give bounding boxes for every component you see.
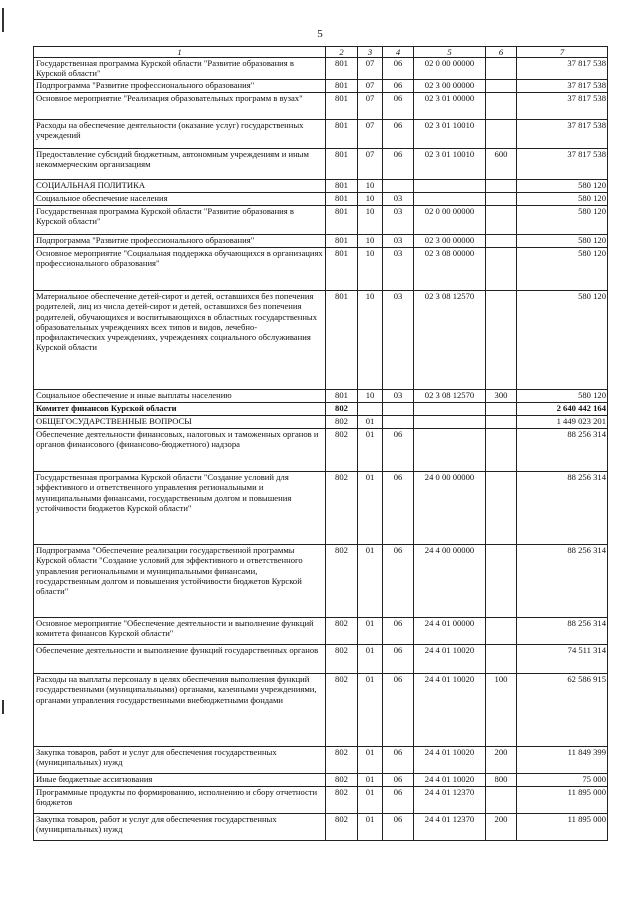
subsection-code-cell: 03 — [383, 390, 414, 403]
amount-cell: 2 640 442 164 — [517, 403, 608, 416]
item-name-cell: Государственная программа Курской области "Развитие образования в Курской области" — [34, 58, 326, 80]
expense-type-cell — [486, 80, 517, 93]
section-code-cell: 07 — [358, 93, 383, 120]
subsection-code-cell: 06 — [383, 472, 414, 545]
table-row — [34, 416, 608, 429]
target-article-cell: 24 4 01 10020 — [414, 674, 486, 747]
expense-type-cell — [486, 429, 517, 472]
item-name-cell: Подпрограмма "Развитие профессионального образования" — [34, 235, 326, 248]
table-header-row — [34, 47, 608, 58]
subsection-code-cell: 06 — [383, 80, 414, 93]
page-number: 5 — [317, 28, 323, 40]
subsection-code-cell: 06 — [383, 149, 414, 180]
item-name-cell: Расходы на обеспечение деятельности (оказание услуг) государственных учреждений — [34, 120, 326, 149]
ministry-code-cell: 801 — [326, 149, 358, 180]
column-header: 1 — [34, 47, 326, 58]
expense-type-cell — [486, 93, 517, 120]
expense-type-cell: 100 — [486, 674, 517, 747]
amount-cell: 580 120 — [517, 180, 608, 193]
ministry-code-cell: 802 — [326, 674, 358, 747]
target-article-cell — [414, 180, 486, 193]
table-row — [34, 120, 608, 149]
target-article-cell: 24 0 00 00000 — [414, 472, 486, 545]
subsection-code-cell — [383, 416, 414, 429]
amount-cell: 11 895 000 — [517, 787, 608, 814]
section-code-cell: 01 — [358, 645, 383, 674]
section-code-cell: 01 — [358, 429, 383, 472]
table-row — [34, 80, 608, 93]
item-name-cell: Иные бюджетные ассигнования — [34, 774, 326, 787]
amount-cell: 580 120 — [517, 193, 608, 206]
expense-type-cell — [486, 248, 517, 291]
target-article-cell: 02 3 08 12570 — [414, 291, 486, 390]
target-article-cell: 02 3 08 00000 — [414, 248, 486, 291]
table-row — [34, 472, 608, 545]
item-name-cell: Закупка товаров, работ и услуг для обеспечения государственных (муниципальных) нужд — [34, 814, 326, 841]
subsection-code-cell: 03 — [383, 235, 414, 248]
section-code-cell: 07 — [358, 58, 383, 80]
section-code-cell: 01 — [358, 618, 383, 645]
amount-cell: 1 449 023 201 — [517, 416, 608, 429]
item-name-cell: Социальное обеспечение населения — [34, 193, 326, 206]
item-name-cell: Материальное обеспечение детей-сирот и детей, оставшихся без попечения родителей, лиц из числа детей-сирот и детей, оставшихся без попечения родителей, обучающихся и воспитывающихся в областных государственных образовательных учреждениях всех типов и видов, лечебно-профилактических учреждениях, учреждениях социального обслуживания Курской области — [34, 291, 326, 390]
table-row — [34, 645, 608, 674]
item-name-cell: Социальное обеспечение и иные выплаты населению — [34, 390, 326, 403]
column-header: 5 — [414, 47, 486, 58]
expense-type-cell — [486, 787, 517, 814]
section-code-cell: 10 — [358, 248, 383, 291]
target-article-cell: 02 0 00 00000 — [414, 58, 486, 80]
ministry-code-cell: 802 — [326, 774, 358, 787]
target-article-cell: 02 0 00 00000 — [414, 206, 486, 235]
subsection-code-cell: 06 — [383, 814, 414, 841]
target-article-cell: 02 3 01 10010 — [414, 120, 486, 149]
item-name-cell: Основное мероприятие "Обеспечение деятельности и выполнение функций комитета финансов Курской области" — [34, 618, 326, 645]
amount-cell: 37 817 538 — [517, 58, 608, 80]
subsection-code-cell: 06 — [383, 545, 414, 618]
section-code-cell: 07 — [358, 80, 383, 93]
section-code-cell: 01 — [358, 674, 383, 747]
amount-cell: 62 586 915 — [517, 674, 608, 747]
ministry-code-cell: 802 — [326, 545, 358, 618]
item-name-cell: Подпрограмма "Развитие профессионального образования" — [34, 80, 326, 93]
section-code-cell: 01 — [358, 747, 383, 774]
ministry-code-cell: 801 — [326, 58, 358, 80]
target-article-cell: 24 4 01 00000 — [414, 618, 486, 645]
amount-cell: 88 256 314 — [517, 429, 608, 472]
item-name-cell: Государственная программа Курской области "Развитие образования в Курской области" — [34, 206, 326, 235]
expense-type-cell — [486, 206, 517, 235]
item-name-cell: Предоставление субсидий бюджетным, автономным учреждениям и иным некоммерческим организациям — [34, 149, 326, 180]
subsection-code-cell — [383, 403, 414, 416]
expense-type-cell — [486, 235, 517, 248]
target-article-cell: 24 4 01 10020 — [414, 747, 486, 774]
expense-type-cell — [486, 472, 517, 545]
section-code-cell: 01 — [358, 416, 383, 429]
table-row — [34, 180, 608, 193]
ministry-code-cell: 802 — [326, 618, 358, 645]
target-article-cell: 24 4 01 10020 — [414, 774, 486, 787]
subsection-code-cell: 06 — [383, 787, 414, 814]
expense-type-cell — [486, 403, 517, 416]
subsection-code-cell: 03 — [383, 206, 414, 235]
item-name-cell: Обеспечение деятельности и выполнение функций государственных органов — [34, 645, 326, 674]
subsection-code-cell: 06 — [383, 645, 414, 674]
expense-type-cell — [486, 58, 517, 80]
expense-type-cell: 800 — [486, 774, 517, 787]
target-article-cell: 24 4 00 00000 — [414, 545, 486, 618]
subsection-code-cell: 06 — [383, 120, 414, 149]
expense-type-cell — [486, 193, 517, 206]
subsection-code-cell: 06 — [383, 774, 414, 787]
ministry-code-cell: 801 — [326, 206, 358, 235]
table-row — [34, 403, 608, 416]
target-article-cell — [414, 429, 486, 472]
subsection-code-cell: 03 — [383, 193, 414, 206]
item-name-cell: СОЦИАЛЬНАЯ ПОЛИТИКА — [34, 180, 326, 193]
subsection-code-cell: 03 — [383, 248, 414, 291]
ministry-code-cell: 801 — [326, 390, 358, 403]
expense-type-cell: 200 — [486, 747, 517, 774]
amount-cell: 74 511 314 — [517, 645, 608, 674]
table-row — [34, 206, 608, 235]
target-article-cell — [414, 416, 486, 429]
column-header: 6 — [486, 47, 517, 58]
amount-cell: 37 817 538 — [517, 93, 608, 120]
scan-edge-mark — [2, 8, 4, 32]
table-row — [34, 618, 608, 645]
expense-type-cell — [486, 120, 517, 149]
table-row — [34, 787, 608, 814]
expense-type-cell: 600 — [486, 149, 517, 180]
expense-type-cell — [486, 416, 517, 429]
ministry-code-cell: 801 — [326, 291, 358, 390]
item-name-cell: ОБЩЕГОСУДАРСТВЕННЫЕ ВОПРОСЫ — [34, 416, 326, 429]
table-row — [34, 149, 608, 180]
section-code-cell: 01 — [358, 774, 383, 787]
subsection-code-cell: 06 — [383, 618, 414, 645]
subsection-code-cell: 06 — [383, 58, 414, 80]
target-article-cell: 24 4 01 12370 — [414, 814, 486, 841]
ministry-code-cell: 802 — [326, 645, 358, 674]
section-code-cell: 10 — [358, 390, 383, 403]
section-code-cell: 10 — [358, 206, 383, 235]
section-code-cell: 07 — [358, 120, 383, 149]
item-name-cell: Основное мероприятие "Социальная поддержка обучающихся в организациях профессионального образования" — [34, 248, 326, 291]
table-row — [34, 248, 608, 291]
target-article-cell: 02 3 00 00000 — [414, 80, 486, 93]
item-name-cell: Государственная программа Курской области "Создание условий для эффективного и ответственного управления региональными и муниципальными финансами, государственным долгом и повышения устойчивости бюджетов Курской области" — [34, 472, 326, 545]
item-name-cell: Расходы на выплаты персоналу в целях обеспечения выполнения функций государственными (муниципальными) органами, казенными учреждениями, органами управления государственными внебюджетными фондами — [34, 674, 326, 747]
ministry-code-cell: 802 — [326, 814, 358, 841]
amount-cell: 88 256 314 — [517, 472, 608, 545]
ministry-code-cell: 801 — [326, 80, 358, 93]
table-row — [34, 747, 608, 774]
ministry-code-cell: 801 — [326, 235, 358, 248]
target-article-cell: 02 3 01 00000 — [414, 93, 486, 120]
amount-cell: 37 817 538 — [517, 80, 608, 93]
subsection-code-cell: 06 — [383, 93, 414, 120]
ministry-code-cell: 802 — [326, 403, 358, 416]
amount-cell: 580 120 — [517, 206, 608, 235]
amount-cell: 580 120 — [517, 390, 608, 403]
table-row — [34, 774, 608, 787]
table-row — [34, 429, 608, 472]
table-row — [34, 814, 608, 841]
target-article-cell — [414, 403, 486, 416]
amount-cell: 88 256 314 — [517, 545, 608, 618]
item-name-cell: Комитет финансов Курской области — [34, 403, 326, 416]
section-code-cell: 07 — [358, 149, 383, 180]
ministry-code-cell: 801 — [326, 180, 358, 193]
table-row — [34, 58, 608, 80]
subsection-code-cell: 06 — [383, 747, 414, 774]
amount-cell: 75 000 — [517, 774, 608, 787]
section-code-cell — [358, 403, 383, 416]
subsection-code-cell — [383, 180, 414, 193]
amount-cell: 37 817 538 — [517, 149, 608, 180]
item-name-cell: Основное мероприятие "Реализация образовательных программ в вузах" — [34, 93, 326, 120]
target-article-cell: 24 4 01 12370 — [414, 787, 486, 814]
item-name-cell: Закупка товаров, работ и услуг для обеспечения государственных (муниципальных) нужд — [34, 747, 326, 774]
expense-type-cell — [486, 291, 517, 390]
expense-type-cell: 300 — [486, 390, 517, 403]
scan-edge-mark — [2, 700, 4, 714]
amount-cell: 580 120 — [517, 248, 608, 291]
target-article-cell: 02 3 01 10010 — [414, 149, 486, 180]
item-name-cell: Обеспечение деятельности финансовых, налоговых и таможенных органов и органов финансового (финансово-бюджетного) надзора — [34, 429, 326, 472]
section-code-cell: 01 — [358, 472, 383, 545]
amount-cell: 580 120 — [517, 291, 608, 390]
subsection-code-cell: 06 — [383, 674, 414, 747]
ministry-code-cell: 802 — [326, 787, 358, 814]
expense-type-cell — [486, 545, 517, 618]
table-row — [34, 545, 608, 618]
ministry-code-cell: 801 — [326, 120, 358, 149]
section-code-cell: 01 — [358, 814, 383, 841]
section-code-cell: 10 — [358, 291, 383, 390]
budget-table — [33, 46, 608, 841]
ministry-code-cell: 801 — [326, 193, 358, 206]
amount-cell: 11 895 000 — [517, 814, 608, 841]
item-name-cell: Программные продукты по формированию, исполнению и сбору отчетности бюджетов — [34, 787, 326, 814]
table-row — [34, 93, 608, 120]
ministry-code-cell: 802 — [326, 429, 358, 472]
column-header: 4 — [383, 47, 414, 58]
table-row — [34, 674, 608, 747]
target-article-cell — [414, 193, 486, 206]
subsection-code-cell: 06 — [383, 429, 414, 472]
table-row — [34, 235, 608, 248]
table-row — [34, 193, 608, 206]
ministry-code-cell: 801 — [326, 93, 358, 120]
ministry-code-cell: 802 — [326, 747, 358, 774]
table-row — [34, 291, 608, 390]
target-article-cell: 02 3 08 12570 — [414, 390, 486, 403]
target-article-cell: 02 3 00 00000 — [414, 235, 486, 248]
expense-type-cell — [486, 180, 517, 193]
section-code-cell: 10 — [358, 235, 383, 248]
section-code-cell: 10 — [358, 193, 383, 206]
section-code-cell: 01 — [358, 787, 383, 814]
section-code-cell: 01 — [358, 545, 383, 618]
amount-cell: 88 256 314 — [517, 618, 608, 645]
subsection-code-cell: 03 — [383, 291, 414, 390]
ministry-code-cell: 802 — [326, 472, 358, 545]
target-article-cell: 24 4 01 10020 — [414, 645, 486, 674]
amount-cell: 580 120 — [517, 235, 608, 248]
expense-type-cell: 200 — [486, 814, 517, 841]
expense-type-cell — [486, 618, 517, 645]
item-name-cell: Подпрограмма "Обеспечение реализации государственной программы Курской области "Создание условий для эффективного и ответственного управления региональными и муниципальными финансами, государственным долгом и повышения устойчивости бюджетов Курской области" — [34, 545, 326, 618]
expense-type-cell — [486, 645, 517, 674]
ministry-code-cell: 802 — [326, 416, 358, 429]
column-header: 3 — [358, 47, 383, 58]
column-header: 7 — [517, 47, 608, 58]
column-header: 2 — [326, 47, 358, 58]
table-row — [34, 390, 608, 403]
amount-cell: 11 849 399 — [517, 747, 608, 774]
section-code-cell: 10 — [358, 180, 383, 193]
ministry-code-cell: 801 — [326, 248, 358, 291]
amount-cell: 37 817 538 — [517, 120, 608, 149]
